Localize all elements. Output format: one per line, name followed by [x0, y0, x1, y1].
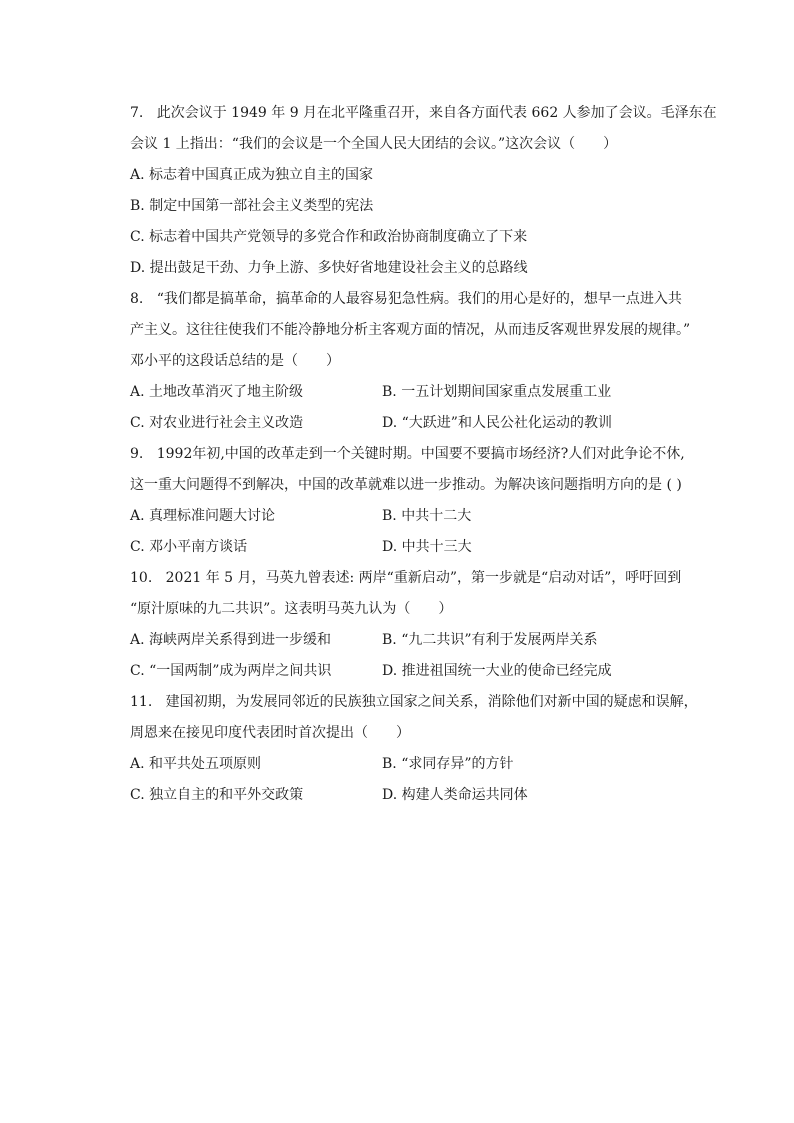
option-b[interactable]: B. 中共十二大 — [382, 508, 472, 524]
question-stem-line: 周恩来在接见印度代表团时首次提出（ ） — [130, 725, 410, 741]
question-stem-line: “原汁原味的九二共识”。这表明马英九认为（ ） — [130, 601, 453, 617]
option-d[interactable]: D. 构建人类命运共同体 — [382, 787, 528, 803]
options-row — [130, 656, 690, 687]
question-number: 7. — [130, 105, 144, 121]
question-10 — [130, 563, 690, 687]
option-a[interactable]: A. 和平共处五项原则 — [130, 756, 262, 772]
option-b[interactable]: B. “求同存异”的方针 — [382, 756, 514, 772]
question-9 — [130, 439, 690, 563]
options-row — [130, 625, 690, 656]
question-number: 11. — [130, 694, 153, 710]
option-b[interactable]: B. 一五计划期间国家重点发展重工业 — [382, 384, 612, 400]
option-c[interactable]: C. 对农业进行社会主义改造 — [130, 415, 304, 431]
option-c[interactable]: C. 邓小平南方谈话 — [130, 539, 248, 555]
question-stem-line: 11. 建国初期，为发展同邻近的民族独立国家之间关系，消除他们对新中国的疑虑和误解， — [130, 694, 698, 710]
option-d[interactable]: D. 中共十三大 — [382, 539, 472, 555]
question-number: 9. — [130, 446, 144, 462]
question-stem-line: 10. 2021 年 5 月，马英九曾表述: 两岸“重新启动”，第一步就是“启动对话”，呼吁回到 — [130, 570, 682, 586]
question-stem-line: 邓小平的这段话总结的是（ ） — [130, 353, 340, 369]
question-stem-line: 9. 1992年初,中国的改革走到一个关键时期。中国要不要搞市场经济?人们对此争论不休, — [130, 446, 685, 462]
option-a[interactable]: A. 海峡两岸关系得到进一步缓和 — [130, 632, 332, 648]
option-d[interactable]: D. 推进祖国统一大业的使命已经完成 — [382, 663, 612, 679]
option-d[interactable]: D. “大跃进”和人民公社化运动的教训 — [382, 415, 612, 431]
question-number: 10. — [130, 570, 153, 586]
option-b[interactable]: B. 制定中国第一部社会主义类型的宪法 — [130, 198, 374, 214]
question-number: 8. — [130, 291, 144, 307]
question-list — [130, 98, 717, 811]
question-stem-line: 会议 1 上指出：“我们的会议是一个全国人民大团结的会议。”这次会议（ ） — [130, 136, 618, 152]
options-row — [130, 749, 690, 780]
question-stem-line: 这一重大问题得不到解决，中国的改革就难以进一步推动。为解决该问题指明方向的是 ( ) — [130, 477, 682, 493]
options-row — [130, 532, 690, 563]
question-11 — [130, 687, 698, 811]
question-7 — [130, 98, 717, 284]
option-d[interactable]: D. 提出鼓足干劲、力争上游、多快好省地建设社会主义的总路线 — [130, 260, 528, 276]
option-c[interactable]: C. 独立自主的和平外交政策 — [130, 787, 304, 803]
question-stem-line: 产主义。这往往使我们不能冷静地分析主客观方面的情况，从而违反客观世界发展的规律。” — [130, 322, 691, 338]
option-a[interactable]: A. 标志着中国真正成为独立自主的国家 — [130, 167, 374, 183]
option-b[interactable]: B. “九二共识”有利于发展两岸关系 — [382, 632, 598, 648]
question-8 — [130, 284, 690, 439]
option-a[interactable]: A. 土地改革消灭了地主阶级 — [130, 384, 304, 400]
option-c[interactable]: C. 标志着中国共产党领导的多党合作和政治协商制度确立了下来 — [130, 229, 528, 245]
option-a[interactable]: A. 真理标准问题大讨论 — [130, 508, 276, 524]
options-row — [130, 377, 690, 408]
question-stem-line: 7. 此次会议于 1949 年 9 月在北平隆重召开，来自各方面代表 662 人参加了会议。毛泽东在 — [130, 105, 717, 121]
option-c[interactable]: C. “一国两制”成为两岸之间共识 — [130, 663, 332, 679]
question-stem-line: 8. “我们都是搞革命，搞革命的人最容易犯急性病。我们的用心是好的，想早一点进入共 — [130, 291, 682, 307]
options-row — [130, 780, 690, 811]
options-row — [130, 408, 690, 439]
options-row — [130, 501, 690, 532]
